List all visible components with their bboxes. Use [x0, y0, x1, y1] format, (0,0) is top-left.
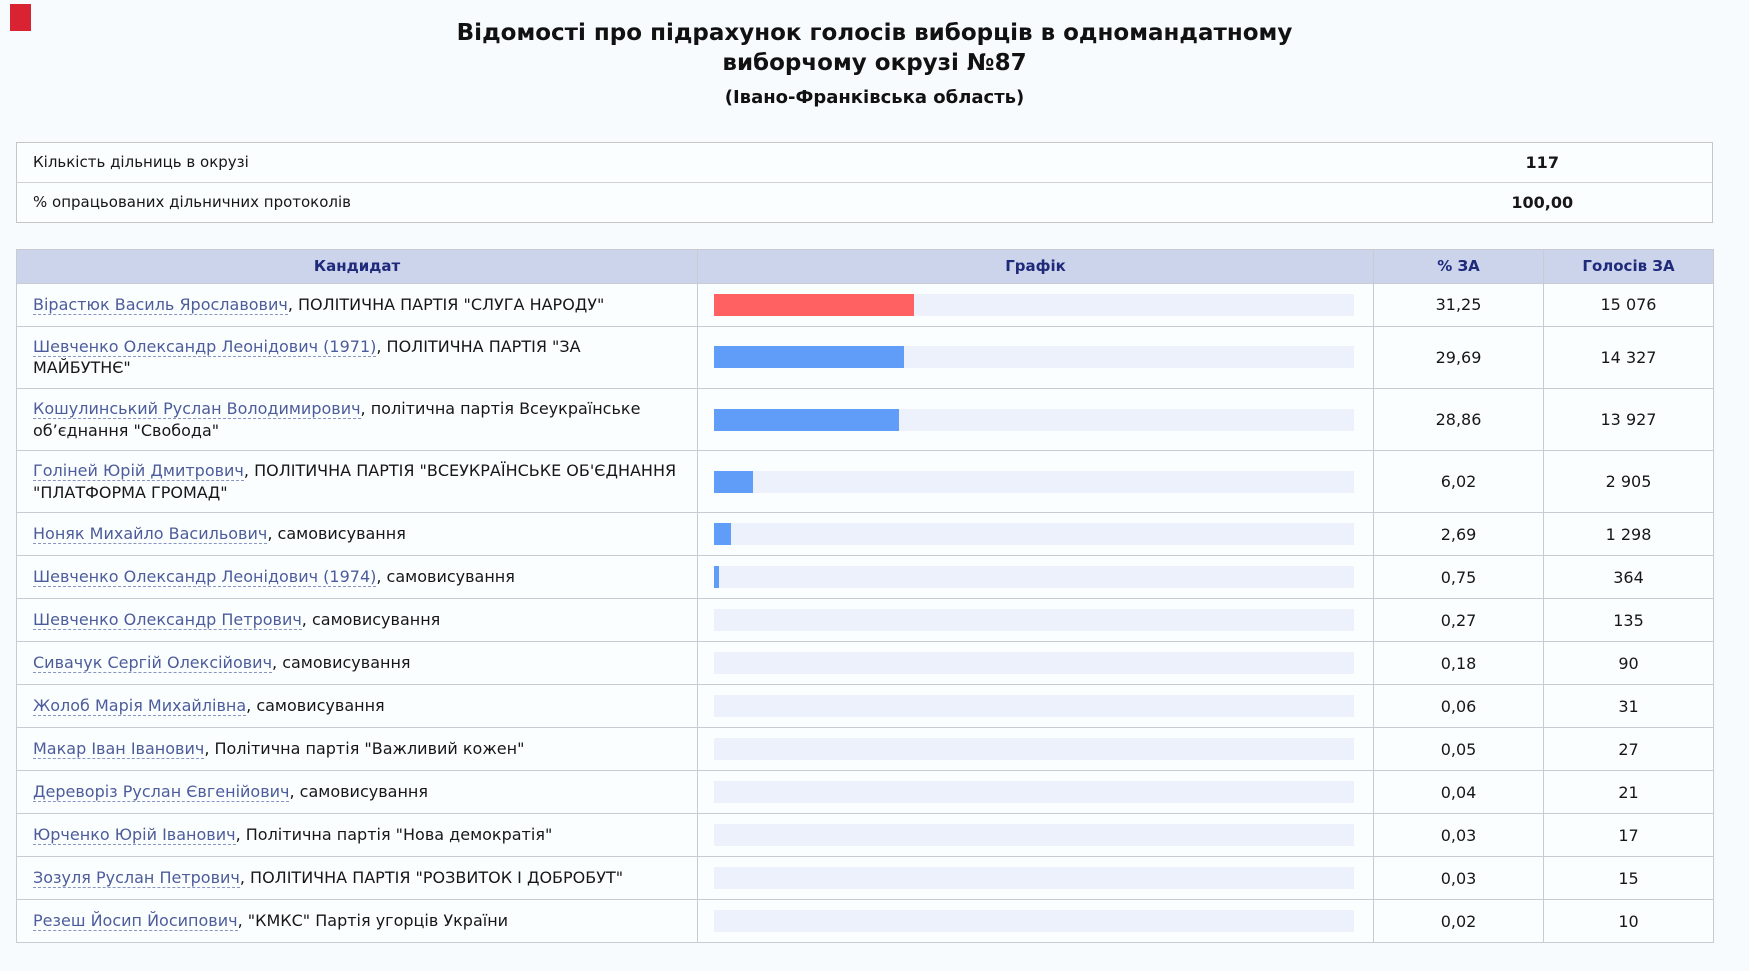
party-label: , Політична партія "Важливий кожен" [204, 739, 525, 759]
bar-track [714, 609, 1354, 631]
candidate-cell [17, 451, 698, 513]
percent-cell: 0,75 [1374, 556, 1544, 599]
table-row [17, 513, 1714, 556]
graph-cell [698, 814, 1374, 857]
column-header-percent: % ЗА [1374, 249, 1544, 283]
page-header [0, 0, 1749, 108]
party-label: , ПОЛІТИЧНА ПАРТІЯ "ВСЕУКРАЇНСЬКЕ ОБ'ЄДНАННЯ "ПЛАТФОРМА ГРОМАД" [33, 461, 677, 502]
party-label: , ПОЛІТИЧНА ПАРТІЯ "СЛУГА НАРОДУ" [287, 294, 605, 314]
votes-cell: 90 [1544, 642, 1714, 685]
table-row [17, 326, 1714, 388]
summary-row [17, 182, 1713, 222]
candidate-link[interactable]: Макар Іван Іванович [33, 739, 205, 759]
party-label: , самовисування [267, 524, 406, 544]
page-title-line1: Відомості про підрахунок голосів виборців в одномандатному [456, 20, 1293, 46]
votes-cell: 13 927 [1544, 388, 1714, 450]
percent-bar [714, 471, 753, 493]
party-label: , "КМКС" Партія угорців України [237, 911, 509, 931]
party-label: , ПОЛІТИЧНА ПАРТІЯ "ЗА МАЙБУТНЄ" [33, 336, 581, 378]
candidate-cell [17, 814, 698, 857]
party-label: , Політична партія "Нова демократія" [235, 825, 553, 845]
table-row [17, 599, 1714, 642]
votes-cell: 17 [1544, 814, 1714, 857]
candidate-link[interactable]: Жолоб Марія Михайлівна [33, 696, 247, 716]
votes-cell: 15 [1544, 857, 1714, 900]
summary-value: 100,00 [1373, 182, 1713, 222]
table-row [17, 685, 1714, 728]
site-logo-icon [10, 4, 31, 31]
candidate-cell [17, 326, 698, 388]
graph-cell [698, 685, 1374, 728]
candidate-cell [17, 728, 698, 771]
summary-label: % опрацьованих дільничних протоколів [17, 182, 1373, 222]
summary-row [17, 142, 1713, 182]
table-row [17, 900, 1714, 943]
column-header-votes: Голосів ЗА [1544, 249, 1714, 283]
votes-cell: 15 076 [1544, 283, 1714, 326]
candidate-cell [17, 599, 698, 642]
bar-track [714, 409, 1354, 431]
candidate-link[interactable]: Шевченко Олександр Леонідович (1971) [33, 336, 377, 356]
table-row [17, 771, 1714, 814]
candidate-cell [17, 283, 698, 326]
page-title [0, 18, 1749, 79]
bar-track [714, 824, 1354, 846]
graph-cell [698, 642, 1374, 685]
percent-cell: 29,69 [1374, 326, 1544, 388]
graph-cell [698, 900, 1374, 943]
percent-cell: 0,27 [1374, 599, 1544, 642]
candidate-cell [17, 388, 698, 450]
percent-bar [714, 346, 904, 368]
votes-cell: 14 327 [1544, 326, 1714, 388]
column-header-graph: Графік [698, 249, 1374, 283]
bar-track [714, 781, 1354, 803]
candidate-cell [17, 857, 698, 900]
candidate-link[interactable]: Юрченко Юрій Іванович [33, 825, 236, 845]
column-header-candidate: Кандидат [17, 249, 698, 283]
table-row [17, 451, 1714, 513]
party-label: , самовисування [246, 696, 385, 716]
graph-cell [698, 556, 1374, 599]
graph-cell [698, 326, 1374, 388]
candidate-cell [17, 642, 698, 685]
bar-track [714, 652, 1354, 674]
candidate-link[interactable]: Зозуля Руслан Петрович [33, 868, 240, 888]
party-label: , ПОЛІТИЧНА ПАРТІЯ "РОЗВИТОК І ДОБРОБУТ" [239, 868, 624, 888]
table-row [17, 728, 1714, 771]
percent-cell: 0,06 [1374, 685, 1544, 728]
percent-cell: 0,02 [1374, 900, 1544, 943]
bar-track [714, 910, 1354, 932]
percent-cell: 0,04 [1374, 771, 1544, 814]
graph-cell [698, 451, 1374, 513]
candidate-cell [17, 771, 698, 814]
candidate-cell [17, 513, 698, 556]
summary-label: Кількість дільниць в окрузі [33, 153, 249, 172]
votes-cell: 364 [1544, 556, 1714, 599]
votes-cell: 21 [1544, 771, 1714, 814]
graph-cell [698, 857, 1374, 900]
graph-cell [698, 388, 1374, 450]
votes-cell: 27 [1544, 728, 1714, 771]
graph-cell [698, 513, 1374, 556]
party-label: , самовисування [301, 610, 441, 630]
candidate-link[interactable]: Ноняк Михайло Васильович [33, 524, 268, 544]
percent-cell: 6,02 [1374, 451, 1544, 513]
bar-track [714, 294, 1354, 316]
candidate-link[interactable]: Шевченко Олександр Леонідович (1974) [33, 567, 377, 587]
bar-track [714, 523, 1354, 545]
party-label: , самовисування [289, 782, 428, 802]
votes-cell: 10 [1544, 900, 1714, 943]
candidate-link[interactable]: Резеш Йосип Йосипович [33, 911, 238, 931]
table-row [17, 283, 1714, 326]
bar-track [714, 471, 1354, 493]
bar-track [714, 566, 1354, 588]
table-row [17, 814, 1714, 857]
results-table [16, 249, 1714, 944]
candidate-link[interactable]: Дереворіз Руслан Євгенійович [33, 782, 290, 802]
table-row [17, 556, 1714, 599]
party-label: , самовисування [272, 653, 411, 673]
votes-cell: 31 [1544, 685, 1714, 728]
percent-bar [714, 566, 719, 588]
votes-cell: 2 905 [1544, 451, 1714, 513]
table-row [17, 388, 1714, 450]
percent-cell: 0,18 [1374, 642, 1544, 685]
page-subtitle: (Івано-Франківська область) [724, 86, 1025, 108]
summary-value: 117 [1525, 152, 1559, 172]
percent-bar [714, 294, 914, 316]
bar-track [714, 695, 1354, 717]
candidate-link[interactable]: Кошулинський Руслан Володимирович [33, 398, 361, 418]
party-label: , політична партія Всеукраїнське об’єднання "Свобода" [33, 398, 641, 440]
percent-bar [714, 523, 731, 545]
party-label: , самовисування [376, 567, 515, 587]
percent-bar [714, 409, 899, 431]
candidate-link[interactable]: Вірастюк Василь Ярославович [33, 294, 288, 314]
percent-cell: 0,05 [1374, 728, 1544, 771]
percent-cell: 0,03 [1374, 814, 1544, 857]
candidate-link[interactable]: Шевченко Олександр Петрович [33, 610, 302, 630]
graph-cell [698, 283, 1374, 326]
bar-track [714, 738, 1354, 760]
summary-table [16, 142, 1713, 223]
candidate-link[interactable]: Сивачук Сергій Олексійович [33, 653, 273, 673]
table-row [17, 642, 1714, 685]
graph-cell [698, 771, 1374, 814]
percent-cell: 2,69 [1374, 513, 1544, 556]
percent-cell: 28,86 [1374, 388, 1544, 450]
bar-track [714, 867, 1354, 889]
table-row [17, 857, 1714, 900]
results-header-row [17, 249, 1714, 283]
percent-cell: 31,25 [1374, 283, 1544, 326]
votes-cell: 1 298 [1544, 513, 1714, 556]
graph-cell [698, 728, 1374, 771]
candidate-cell [17, 900, 698, 943]
votes-cell: 135 [1544, 599, 1714, 642]
percent-cell: 0,03 [1374, 857, 1544, 900]
candidate-cell [17, 556, 698, 599]
page-title-line2: виборчому окрузі №87 [722, 50, 1027, 77]
bar-track [714, 346, 1354, 368]
graph-cell [698, 599, 1374, 642]
candidate-link[interactable]: Голіней Юрій Дмитрович [33, 461, 244, 481]
candidate-cell [17, 685, 698, 728]
